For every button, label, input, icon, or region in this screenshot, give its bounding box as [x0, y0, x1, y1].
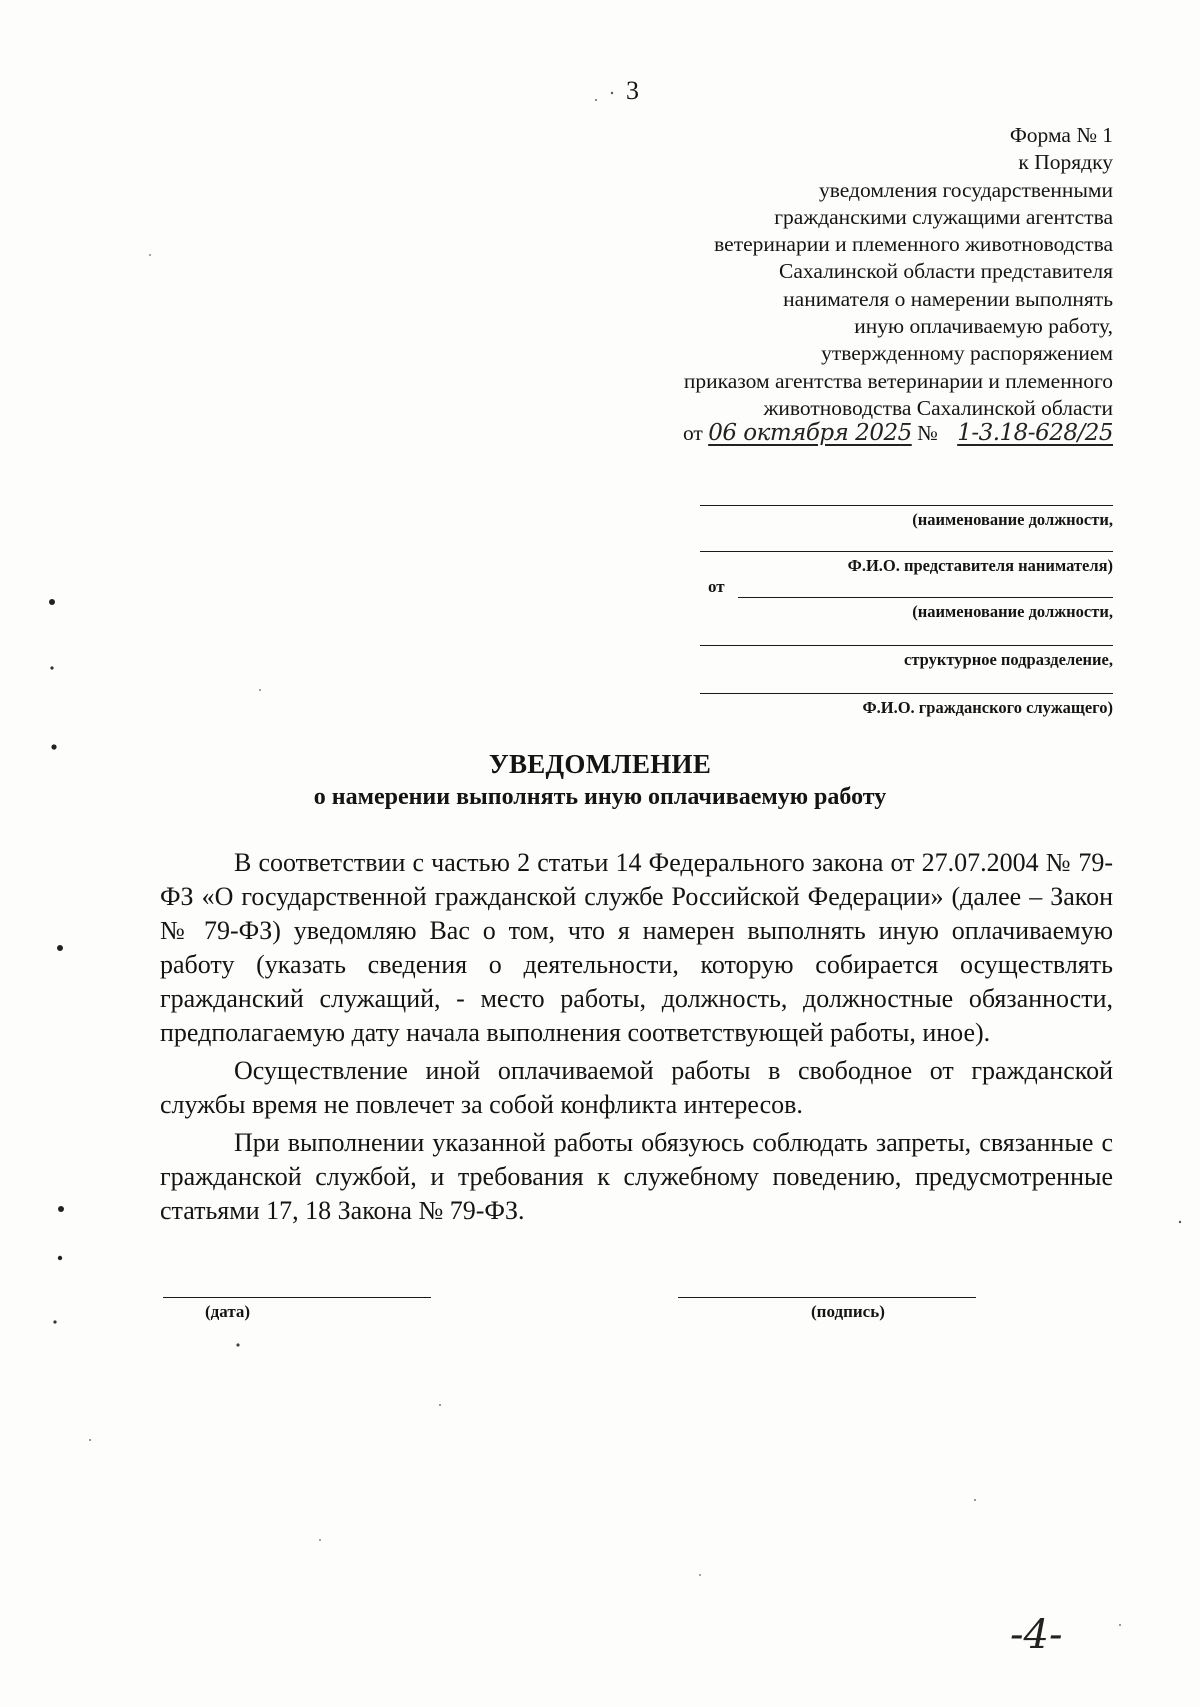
header-line: утвержденному распоряжением: [821, 341, 1113, 366]
employee-name-field[interactable]: [700, 693, 1113, 718]
fill-line: [700, 551, 1113, 552]
date-caption: (дата): [205, 1302, 251, 1321]
header-line: животноводства Сахалинской области: [763, 395, 1113, 420]
handwritten-order-date: 06 октября 2025: [708, 420, 912, 446]
body-paragraph: Осуществление иной оплачиваемой работы в свободное от гражданской службы время не повлечет за собой конфликта интересов.: [160, 1056, 1113, 1119]
handwritten-order-number: 1-3.18-628/25: [957, 420, 1113, 446]
signature-line[interactable]: [678, 1297, 976, 1298]
signature-caption: (подпись): [811, 1302, 885, 1321]
form-header: [560, 122, 1113, 422]
fill-line: [700, 693, 1113, 694]
employer-position-field[interactable]: [700, 505, 1113, 530]
order-reference: [600, 420, 1113, 456]
field-caption: Ф.И.О. представителя нанимателя): [847, 556, 1113, 575]
field-caption: (наименование должности,: [912, 602, 1113, 621]
field-caption: структурное подразделение,: [904, 650, 1113, 669]
employee-position-field[interactable]: [738, 597, 1113, 622]
header-line: иную оплачиваемую работу,: [854, 314, 1113, 339]
body-paragraph: В соответствии с частью 2 статьи 14 Федерального закона от 27.07.2004 № 79-ФЗ «О государственной гражданской службе Российской Федерации» (далее – Закон № 79-ФЗ) уведомляю Вас о том, что я намерен выполнять иную оплачиваемую работу (указать сведения о деятельности, которую собирается осуществлять гражданский служащий, - место работы, должность, должностные обязанности, предполагаемую дату начала выполнения соответствующей работы, иное).: [160, 848, 1113, 1047]
document-title: УВЕДОМЛЕНИЕ: [488, 749, 712, 779]
header-line: к Порядку: [1018, 150, 1113, 175]
date-line[interactable]: [163, 1297, 431, 1298]
header-line: Сахалинской области представителя: [778, 259, 1113, 284]
field-caption: Ф.И.О. гражданского служащего): [862, 698, 1113, 717]
page-number: 3: [626, 76, 639, 105]
field-caption: (наименование должности,: [912, 510, 1113, 529]
header-line: приказом агентства ветеринарии и племенного: [683, 368, 1113, 393]
header-line: Форма № 1: [1009, 123, 1113, 147]
fill-line: [738, 597, 1113, 598]
document-subtitle: о намерении выполнять иную оплачиваемую работу: [313, 784, 887, 810]
fill-line: [700, 505, 1113, 506]
notice-body: [160, 846, 1113, 1232]
body-paragraph: При выполнении указанной работы обязуюсь соблюдать запреты, связанные с гражданской службой, и требования к служебному поведению, предусмотренные статьями 17, 18 Закона № 79-ФЗ.: [160, 1128, 1113, 1225]
handwritten-page-mark: -4-: [1010, 1612, 1063, 1658]
from-label: от: [708, 577, 725, 596]
order-number-sign: №: [917, 421, 938, 445]
header-line: уведомления государственными: [819, 177, 1113, 202]
employer-name-field[interactable]: [700, 551, 1113, 576]
header-line: нанимателя о намерении выполнять: [783, 286, 1113, 311]
department-field[interactable]: [700, 645, 1113, 670]
order-prefix: от: [682, 421, 703, 445]
header-line: гражданскими служащими агентства: [774, 204, 1113, 229]
fill-line: [700, 645, 1113, 646]
header-line: ветеринарии и племенного животноводства: [714, 232, 1113, 257]
